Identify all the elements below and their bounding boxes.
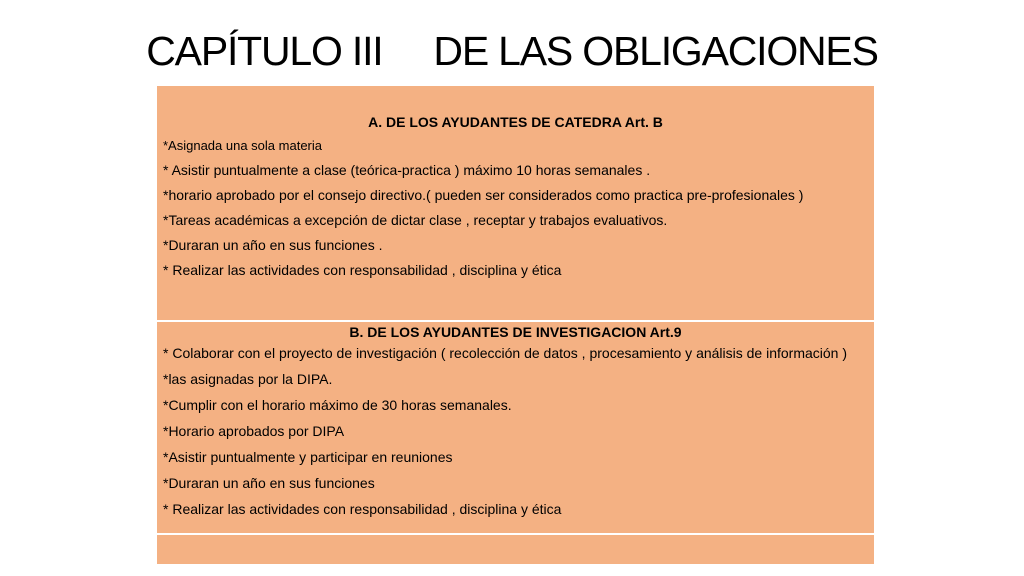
empty-table-row xyxy=(157,535,874,564)
section-b-heading: B. DE LOS AYUDANTES DE INVESTIGACION Art.9 xyxy=(349,324,682,340)
section-b-item: *las asignadas por la DIPA. xyxy=(163,371,333,387)
section-b-item: *Cumplir con el horario máximo de 30 horas semanales. xyxy=(163,397,512,413)
slide-title: CAPÍTULO III DE LAS OBLIGACIONES xyxy=(146,28,878,74)
section-b-item: * Realizar las actividades con responsabilidad , disciplina y ética xyxy=(163,501,562,517)
section-b-item: *Horario aprobados por DIPA xyxy=(163,423,345,439)
section-a-cell xyxy=(157,86,874,320)
section-a-item: * Realizar las actividades con responsabilidad , disciplina y ética xyxy=(163,262,562,278)
section-b-item: *Duraran un año en sus funciones xyxy=(163,475,375,491)
section-a-item: *Asignada una sola materia xyxy=(163,138,322,153)
section-a-item: *Tareas académicas a excepción de dictar clase , receptar y trabajos evaluativos. xyxy=(163,212,668,228)
section-a-item: * Asistir puntualmente a clase (teórica-practica ) máximo 10 horas semanales . xyxy=(163,162,651,178)
section-a-item: *Duraran un año en sus funciones . xyxy=(163,237,383,253)
section-b-item: *Asistir puntualmente y participar en reuniones xyxy=(163,449,453,465)
section-b-item: * Colaborar con el proyecto de investigación ( recolección de datos , procesamiento y análisis de información ) xyxy=(163,345,848,361)
section-a-heading: A. DE LOS AYUDANTES DE CATEDRA Art. B xyxy=(368,114,663,130)
section-a-item: *horario aprobado por el consejo directivo.( pueden ser considerados como practica pre-profesionales ) xyxy=(163,187,804,203)
section-b-cell xyxy=(157,322,874,533)
obligations-table xyxy=(157,86,874,564)
